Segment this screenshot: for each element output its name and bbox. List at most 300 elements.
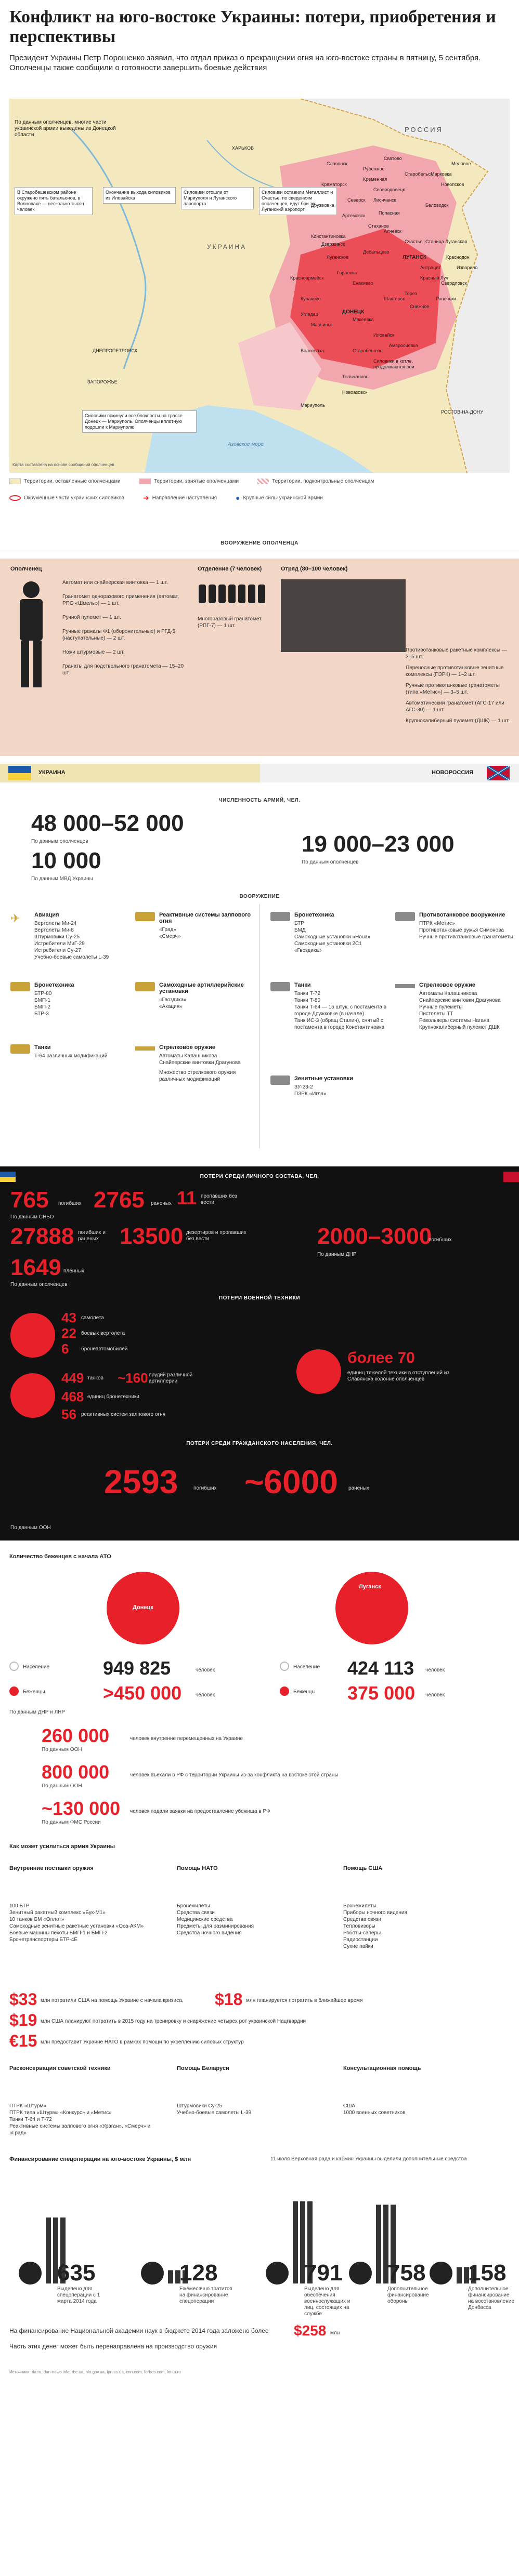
- armament-title: ВООРУЖЕНИЕ: [239, 894, 280, 899]
- map-label-lugansk: ЛУГАНСК: [403, 255, 427, 260]
- squad-gear: Многоразовый гранатомет (РПГ-7) — 1 шт.: [198, 616, 262, 629]
- map-source: Карта составлена на основе сообщений ополченцев: [12, 462, 114, 467]
- map-town: Беловодск: [425, 203, 449, 208]
- map-town: Лисичанск: [373, 197, 396, 203]
- ukr-wounded-label: раненых: [151, 1201, 172, 1206]
- map-town: Дружковка: [311, 203, 334, 208]
- refugees-src: По данным ДНР и ЛНР: [9, 1709, 66, 1715]
- lead-text: Президент Украины Петр Порошенко заявил, что отдал приказ о прекращении огня на юго-востоке страны в пятницу, 5 сентября. Ополченцы также сообщили о готовности завершить боевые действия: [9, 54, 481, 72]
- arty-label: орудий различной артиллерии: [149, 1372, 193, 1384]
- block-title: Авиация: [34, 912, 59, 918]
- map-town: Снежное: [410, 304, 430, 309]
- donetsk-population: 949 825: [103, 1657, 171, 1679]
- tanks-value: 449: [61, 1370, 84, 1386]
- academy-text: На финансирование Национальной академии наук в бюджете 2014 года заложено более: [9, 2327, 269, 2334]
- losses-panel: [0, 1166, 519, 1541]
- bmp-label: единиц бронетехники: [87, 1394, 139, 1400]
- in-rus-src: По данным ООН: [42, 1783, 82, 1789]
- asylum-src: По данным ФМС России: [42, 1820, 101, 1825]
- budget-bar: [46, 2218, 51, 2283]
- budget-left-label: Выделено для спецоперации с 1 марта 2014 года: [57, 2286, 100, 2304]
- heli-label: боевых вертолета: [81, 1331, 125, 1336]
- money-row: $19 млн США планируют потратить в 2015 году на тренировку и снаряжение четырех рот украинской Нацгвардии: [9, 2011, 306, 2029]
- map-callout-1: В Старобешевском районе окружено пять батальонов, в Волновахе — несколько тысяч человек: [15, 187, 93, 215]
- unit-label: человек: [196, 1667, 215, 1673]
- ukr-killed-value: 765: [10, 1187, 49, 1213]
- map-town: Станица Луганская: [425, 239, 468, 244]
- nato-block: [177, 1865, 333, 1936]
- nov-aa-block: [270, 1075, 390, 1097]
- list-item: Снайперские винтовки Драгунова: [419, 998, 501, 1003]
- novorossiya-flag-icon: [487, 766, 510, 780]
- list-item: Реактивные системы залпового огня «Ураган», «Смерч» и «Град»: [9, 2123, 151, 2136]
- coin-icon: [430, 2262, 452, 2285]
- legend-swatch: [139, 479, 151, 484]
- ukr-militia-killed-label: погибших и раненых: [78, 1230, 106, 1242]
- list-item: Средства ночного видения: [177, 1930, 242, 1936]
- conflict-map: [9, 99, 510, 473]
- gear-item: Ручной пулемет — 1 шт.: [62, 615, 121, 620]
- nov-armor-block: [270, 912, 390, 954]
- list-item: Автоматы Калашникова: [419, 991, 477, 997]
- map-label-novoazovsk: Новоазовск: [342, 390, 368, 395]
- map-town: Новопсков: [441, 182, 464, 187]
- ukr-sp-block: [135, 982, 255, 1010]
- tank-loss-icon: [10, 1373, 55, 1418]
- list-item: 100 БТР: [9, 1903, 30, 1909]
- heli-value: 22: [61, 1325, 76, 1341]
- list-item: ЗУ-23-2: [294, 1084, 313, 1090]
- novorossiya-band: [260, 764, 519, 782]
- map-town: Курахово: [301, 296, 321, 301]
- population-label: Население: [293, 1664, 320, 1670]
- map-town: Антрацит: [420, 265, 441, 270]
- list-item: Танки Т-72: [294, 991, 321, 997]
- list-item: «Акация»: [159, 1004, 183, 1010]
- belarus-block: [177, 2065, 333, 2116]
- in-rus-label: человек въехали в РФ с территории Украины из-за конфликта на востоке этой страны: [130, 1772, 339, 1778]
- page-title: Конфликт на юго-востоке Украины: потери, приобретения и перспективы: [9, 7, 496, 46]
- budget-right-label: Дополнительное финансирование на восстановление Донбасса: [468, 2286, 514, 2311]
- map-label-donetsk: ДОНЕЦК: [342, 309, 365, 315]
- block-title: Консультационная помощь: [343, 2065, 421, 2072]
- map-town: Дзержинск: [321, 242, 345, 247]
- ukr-wounded-value: 2765: [94, 1187, 145, 1213]
- in-ukr-src: По данным ООН: [42, 1747, 82, 1752]
- ukraine-flag-icon: [8, 766, 31, 780]
- nov-src: По данным ДНР: [317, 1252, 357, 1257]
- ukr-official-src: По данным СНБО: [10, 1214, 54, 1220]
- mlrs-icon: [135, 912, 155, 921]
- list-item: Танки Т-64 — 15 штук, с постамента в городе Дружковке (в начале): [294, 1004, 387, 1017]
- money-block: [9, 1990, 509, 2052]
- budget-bar: [457, 2267, 462, 2283]
- map-legend: [9, 475, 510, 512]
- consult-block: [343, 2065, 499, 2116]
- civil-killed-label: погибших: [193, 1485, 217, 1491]
- ukraine-label: УКРАИНА: [38, 769, 66, 776]
- list-item: Самоходные установки 2С1 «Гвоздика»: [294, 941, 362, 953]
- nov-army-note: По данным ополченцев: [302, 859, 359, 865]
- block-title: Реактивные системы залпового огня: [159, 912, 251, 924]
- tanks-label: танков: [87, 1375, 103, 1381]
- soviet-list: [9, 2103, 165, 2136]
- footer-sources: Источники: ria.ru, dan-news.info, rbc.ua, nlo.gov.ua, ipress.ua, cnn.com, forbes.com, lenta.ru: [9, 2370, 181, 2374]
- in-rus-value: 800 000: [42, 1761, 110, 1783]
- list-item: 1000 военных советников: [343, 2110, 406, 2116]
- militia-unit-label: Отряд (80–100 человек): [281, 566, 348, 572]
- header: [0, 0, 519, 99]
- budget-bar: [376, 2205, 381, 2283]
- block-title: Зенитные установки: [294, 1075, 353, 1082]
- budget-title: Финансирование спецоперации на юго-востоке Украины, $ млн: [9, 2156, 191, 2162]
- budget-bar: [293, 2201, 298, 2283]
- ukr-mlrs-block: [135, 912, 255, 940]
- gear-item: Противотанковые ракетные комплексы — 3–5 шт.: [406, 647, 507, 660]
- list-item: БМП-1: [34, 998, 50, 1003]
- gear-item: Гранатомет одноразового применения (автомат, РПО «Шмель») — 1 шт.: [62, 594, 179, 606]
- list-item: «Смерч»: [159, 934, 181, 939]
- civil-src: По данным ООН: [10, 1525, 51, 1531]
- map-town: Свердловск: [441, 281, 467, 286]
- sides-band: [0, 759, 519, 790]
- arrow-icon: ➜: [142, 493, 149, 502]
- map-town: Макеевка: [353, 317, 374, 322]
- list-item: «Град»: [159, 927, 176, 933]
- map-label-zaporozhye: ЗАПОРОЖЬЕ: [87, 379, 118, 384]
- section-title-militia: ВООРУЖЕНИЕ ОПОЛЧЕНЦА: [220, 540, 299, 546]
- gear-item: Ручные противотанковые гранатометы (типа «Метис») — 3–5 шт.: [406, 683, 500, 695]
- gear-item: Автомат или снайперская винтовка — 1 шт.: [62, 580, 168, 586]
- ukr-militia-killed-value: 27888: [10, 1224, 74, 1249]
- ukr-army2-value: 10 000: [31, 848, 101, 873]
- list-item: Бронежилеты: [177, 1903, 210, 1909]
- list-item: Т-64 различных модификаций: [34, 1053, 108, 1059]
- plane-icon: ✈: [10, 912, 20, 925]
- donetsk-refugees: >450 000: [103, 1682, 182, 1704]
- civil-wounded-label: раненых: [348, 1485, 369, 1491]
- lugansk-refugees: 375 000: [347, 1682, 416, 1704]
- ukr-army-note: По данным ополченцев: [31, 839, 88, 844]
- map-town: Волноваха: [301, 348, 325, 353]
- list-item: Средства связи: [343, 1917, 381, 1922]
- gear-item: Крупнокалиберный пулемет (ДШК) — 1 шт.: [406, 718, 510, 724]
- nato-list: [177, 1903, 333, 1936]
- gear-item: Ножи штурмовые — 2 шт.: [62, 649, 125, 655]
- nov-armor-loss-value: более 70: [347, 1349, 415, 1366]
- armor-cars-value: 6: [61, 1341, 69, 1357]
- list-item: Ручные противотанковые гранатометы: [419, 934, 513, 940]
- nov-killed-label: погибших: [429, 1237, 452, 1243]
- gear-item: Гранаты для подствольного гранатомета — 15–20 шт.: [62, 663, 184, 676]
- militia-squad-label: Отделение (7 человек): [198, 566, 262, 572]
- block-title: Помощь Беларуси: [177, 2065, 229, 2072]
- budget-right-value: 158: [468, 2260, 507, 2286]
- list-item: Ручные пулеметы: [419, 1004, 463, 1010]
- map-town: Краснодон: [446, 255, 470, 260]
- map-town: Амвросиевка: [389, 343, 418, 348]
- legend-item: Окруженные части украинских силовиков: [9, 495, 124, 501]
- atgm-icon: [395, 912, 415, 921]
- gear-item: Автоматический гранатомет (АГС-17 или АГС-30) — 1 шт.: [406, 700, 504, 713]
- list-item: Зенитный ракетный комплекс «Бук-М1»: [9, 1910, 106, 1916]
- map-label-rostov: РОСТОВ-НА-ДОНУ: [441, 409, 483, 415]
- map-town: Сватово: [384, 156, 402, 161]
- legend-swatch: [9, 495, 21, 501]
- list-item: Штурмовики Су-25: [177, 2103, 223, 2109]
- block-title: Бронетехника: [34, 982, 74, 988]
- list-item: БМД: [294, 927, 306, 933]
- map-town: Шахтерск: [384, 296, 405, 301]
- coin-icon: [266, 2262, 289, 2285]
- block-title: Самоходные артиллерийские установки: [159, 982, 244, 994]
- list-item: ПТРК «Метис»: [419, 921, 455, 926]
- militia-panel: [0, 559, 519, 756]
- academy-value: $258: [294, 2322, 327, 2339]
- asylum-label: человек подали заявки на предоставление убежища в РФ: [130, 1809, 270, 1814]
- mlrs-label: реактивных систем залпового огня: [81, 1412, 166, 1417]
- map-town: Горловка: [337, 270, 357, 275]
- list-item: Самоходные зенитные ракетные установки «Оса-АКМ»: [9, 1923, 144, 1929]
- block-title: Внутренние поставки оружия: [9, 1865, 94, 1871]
- asylum-value: ~130 000: [42, 1798, 121, 1819]
- domestic-block: [9, 1865, 165, 1943]
- strengthen-title: Как может усилиться армия Украины: [9, 1843, 115, 1850]
- list-item: Револьверы системы Нагана: [419, 1018, 489, 1024]
- map-label-russia: РОССИЯ: [405, 126, 444, 134]
- nov-killed-value: 2000–3000: [317, 1224, 432, 1249]
- unit-label: человек: [425, 1667, 445, 1673]
- map-label-dnepropetrovsk: ДНЕПРОПЕТРОВСК: [93, 348, 138, 353]
- legend-item: Территории, подконтрольные ополченцам: [257, 479, 374, 484]
- bmp-value: 468: [61, 1389, 84, 1404]
- lugansk-population: 424 113: [347, 1657, 414, 1679]
- budget-left-label: Ежемесячно тратится на финансирование спецоперации: [179, 2286, 232, 2304]
- legend-item: ● Крупные силы украинской армии: [236, 494, 323, 502]
- list-item: Боевые машины пехоты БМП-1 и БМП-2: [9, 1930, 108, 1936]
- list-item: Учебно-боевые самолеты L-39: [34, 954, 109, 960]
- block-title: Помощь НАТО: [177, 1865, 218, 1871]
- list-item: Вертолеты Ми-24: [34, 921, 77, 926]
- aircraft-label: самолета: [81, 1315, 104, 1321]
- map-town: Старобельск: [405, 171, 433, 177]
- block-title: Танки: [34, 1044, 51, 1051]
- academy-note: Часть этих денег может быть перенаправлена на производство оружия: [9, 2343, 217, 2350]
- list-item: Роботы-саперы: [343, 1930, 381, 1936]
- list-item: ПТРК «Штурм»: [9, 2103, 46, 2109]
- tank-icon: [10, 1044, 30, 1054]
- civil-killed-value: 2593: [104, 1463, 178, 1501]
- ukr-army-value: 48 000–52 000: [31, 811, 184, 836]
- usa-block: [343, 1865, 499, 1950]
- map-town: Славянск: [327, 161, 347, 166]
- list-item: Учебно-боевые самолеты L-39: [177, 2110, 252, 2116]
- nov-army-value: 19 000–23 000: [302, 831, 455, 857]
- list-item: Противотанковые ружья Симонова: [419, 927, 504, 933]
- list-item: БТР-3: [34, 1011, 49, 1017]
- block-title: Противотанковое вооружение: [419, 912, 505, 918]
- refugee-icon: [280, 1687, 289, 1696]
- usa-list: [343, 1903, 499, 1950]
- refugee-label: Беженцы: [23, 1689, 45, 1695]
- list-item: Медицинские средства: [177, 1917, 233, 1922]
- list-item: Вертолеты Ми-8: [34, 927, 74, 933]
- list-item: Бронетранспортеры БТР-4Е: [9, 1937, 77, 1943]
- ukr-militia-src: По данным ополченцев: [10, 1282, 68, 1287]
- list-item: ПТРК типа «Штурм» «Конкурс» и «Метис»: [9, 2110, 112, 2116]
- map-town: Иловайск: [373, 333, 394, 338]
- budget-right-label: Дополнительное финансирование обороны: [387, 2286, 429, 2304]
- aviation-list: [34, 920, 130, 961]
- budget-left-value: 128: [179, 2260, 218, 2286]
- list-item: Приборы ночного видения: [343, 1910, 407, 1916]
- ukr-armor-block: [10, 982, 130, 1017]
- refugee-label: Беженцы: [293, 1689, 316, 1695]
- map-town: Северодонецк: [373, 187, 405, 192]
- block-title: Танки: [294, 982, 311, 988]
- money-row: €15 млн предоставит Украине НАТО в рамках помощи по укреплению силовых структур: [9, 2031, 244, 2050]
- ukr-killed-label: погибших: [58, 1201, 82, 1206]
- map-town: Луганское: [327, 255, 349, 260]
- list-item: Радиостанции: [343, 1937, 378, 1943]
- coin-icon: [19, 2262, 42, 2285]
- ukr-captured-value: 1649: [10, 1255, 61, 1280]
- list-item: Множество стрелкового оружия различных модификаций: [159, 1070, 236, 1082]
- map-town: Марьинка: [311, 322, 333, 327]
- map-town: Енакиево: [353, 281, 373, 286]
- map-town: Меловое: [451, 161, 471, 166]
- belarus-list: [177, 2103, 333, 2116]
- map-town: Марковка: [431, 171, 452, 177]
- legend-item: Территории, оставленные ополченцами: [9, 479, 121, 484]
- block-title: Расконсервация советской техники: [9, 2065, 111, 2072]
- gear-item: Ручные гранаты Ф1 (оборонительные) и РГД-5 (наступательные) — 2 шт.: [62, 629, 176, 641]
- list-item: БМП-2: [34, 1004, 50, 1010]
- list-item: Бронежилеты: [343, 1903, 377, 1909]
- population-label: Население: [23, 1664, 50, 1670]
- map-town: Алчевск: [384, 229, 401, 234]
- equipment-losses-title: ПОТЕРИ ВОЕННОЙ ТЕХНИКИ: [218, 1295, 301, 1301]
- armor-icon: [10, 982, 30, 991]
- soldier-gear-list: [62, 579, 187, 676]
- lugansk-pie: [333, 1569, 416, 1647]
- ukr-army2-note: По данным МВД Украины: [31, 876, 93, 882]
- rifle-icon: [395, 984, 415, 988]
- map-town: Старобешево: [353, 348, 383, 353]
- ukr-missing-value: 11: [177, 1187, 197, 1209]
- unit-icon: [281, 579, 406, 652]
- list-item: Самоходные установки «Нона»: [294, 934, 371, 940]
- map-town: Торез: [405, 291, 417, 296]
- map-town: Изварино: [457, 265, 478, 270]
- ukr-deserters-label: дезертиров и пропавших без вести: [186, 1230, 246, 1242]
- aircraft-loss-icon: [10, 1313, 55, 1358]
- block-title: Стрелковое оружие: [419, 982, 475, 988]
- list-item: Предметы для разминирования: [177, 1923, 254, 1929]
- budget-right-value: 791: [304, 2260, 343, 2286]
- map-callout-3: Силовики отошли от Мариуполя и Луганского аэропорта: [181, 187, 254, 209]
- map-town: Константиновка: [311, 234, 346, 239]
- block-title: Бронетехника: [294, 912, 334, 918]
- map-town: Угледар: [301, 312, 318, 317]
- map-label-ukraine: УКРАИНА: [207, 243, 247, 250]
- budget-right-label: Выделено для обеспечения военнослужащих и лиц, состоящих на службе: [304, 2286, 351, 2317]
- list-item: Тепловизоры: [343, 1923, 375, 1929]
- coin-icon: [349, 2262, 372, 2285]
- nov-armor-loss-icon: [296, 1349, 341, 1394]
- list-item: Средства связи: [177, 1910, 215, 1916]
- list-item: Пистолеты ТТ: [419, 1011, 453, 1017]
- map-town: Северск: [347, 197, 366, 203]
- lugansk-label: Луганск: [359, 1584, 381, 1590]
- map-town: Дебальцево: [363, 249, 390, 255]
- map-town: Артемовск: [342, 213, 366, 218]
- ukr-captured-label: пленных: [63, 1268, 85, 1274]
- nov-atgm-block: [395, 912, 515, 940]
- money-row: $33 млн потратили США на помощь Украине с начала кризиса, $18 млн планируется потратить в ближайшее время: [9, 1990, 363, 2009]
- unit-gear-list: [406, 647, 510, 724]
- block-title: Стрелковое оружие: [159, 1044, 215, 1051]
- nov-tank-block: [270, 982, 390, 1031]
- legend-swatch: [257, 479, 269, 484]
- map-callout-0: По данным ополченцев, многие части украинской армии выведены из Донецкой области: [15, 119, 116, 138]
- budget-bar: [168, 2270, 173, 2283]
- map-label-kharkov: ХАРЬКОВ: [232, 145, 254, 151]
- map-callout-2: Окончание выхода силовиков из Иловайска: [103, 187, 176, 204]
- sp-artillery-icon: [135, 982, 155, 991]
- ukr-deserters-value: 13500: [120, 1224, 184, 1249]
- map-town: Кременная: [363, 177, 387, 182]
- refugee-icon: [9, 1687, 19, 1696]
- militia-soldier-label: Ополченец: [10, 566, 42, 572]
- soviet-block: [9, 2065, 165, 2136]
- list-item: Автоматы Калашникова: [159, 1053, 217, 1059]
- population-icon: [9, 1662, 19, 1671]
- consult-list: [343, 2103, 499, 2116]
- map-town: Счастье: [405, 239, 423, 244]
- domestic-list: [9, 1903, 165, 1943]
- map-town: Попасная: [379, 210, 400, 216]
- map-callout-5: Силовики покинули все блокпосты на трассе Донецк — Мариуполь. Ополченцы вплотную подошли к Мариуполю: [82, 410, 197, 433]
- in-ukr-label: человек внутренне перемещенных на Украине: [130, 1736, 243, 1742]
- list-item: Танки Т-64 и Т-72: [9, 2117, 52, 2122]
- list-item: Истребители МиГ-29: [34, 941, 85, 947]
- in-ukr-value: 260 000: [42, 1725, 110, 1746]
- arty-value: ~160: [118, 1370, 148, 1386]
- budget-right-title: 11 июля Верховная рада и кабмин Украины выделили дополнительные средства: [270, 2156, 467, 2162]
- nov-small-block: [395, 982, 515, 1031]
- armor-cars-label: бронеавтомобилей: [81, 1346, 128, 1352]
- legend-item: ➜ Направление наступления: [142, 493, 217, 502]
- map-town: Красноармейск: [290, 275, 324, 281]
- list-item: БТР: [294, 921, 304, 926]
- list-item: Танк ИС-3 (обращ Сталин), снятый с постамента в городе Константиновка: [294, 1018, 385, 1030]
- map-label-sea: Азовское море: [228, 442, 264, 447]
- list-item: Снайперские винтовки Драгунова: [159, 1060, 241, 1066]
- map-town: Красный Луч: [420, 275, 448, 281]
- list-item: Крупнокалиберный пулемет ДШК: [419, 1025, 500, 1030]
- list-item: Истребители Су-27: [34, 948, 81, 953]
- aa-gun-icon: [270, 1075, 290, 1085]
- list-item: Штурмовики Су-25: [34, 934, 80, 940]
- divider-vertical: [259, 904, 260, 1148]
- coin-icon: [141, 2262, 164, 2285]
- rifle-icon: [135, 1046, 155, 1051]
- army-title: ЧИСЛЕННОСТЬ АРМИЙ, ЧЕЛ.: [218, 798, 301, 803]
- block-title: Помощь США: [343, 1865, 383, 1871]
- map-town: Стаханов: [368, 223, 389, 229]
- unit-label: человек: [196, 1692, 215, 1698]
